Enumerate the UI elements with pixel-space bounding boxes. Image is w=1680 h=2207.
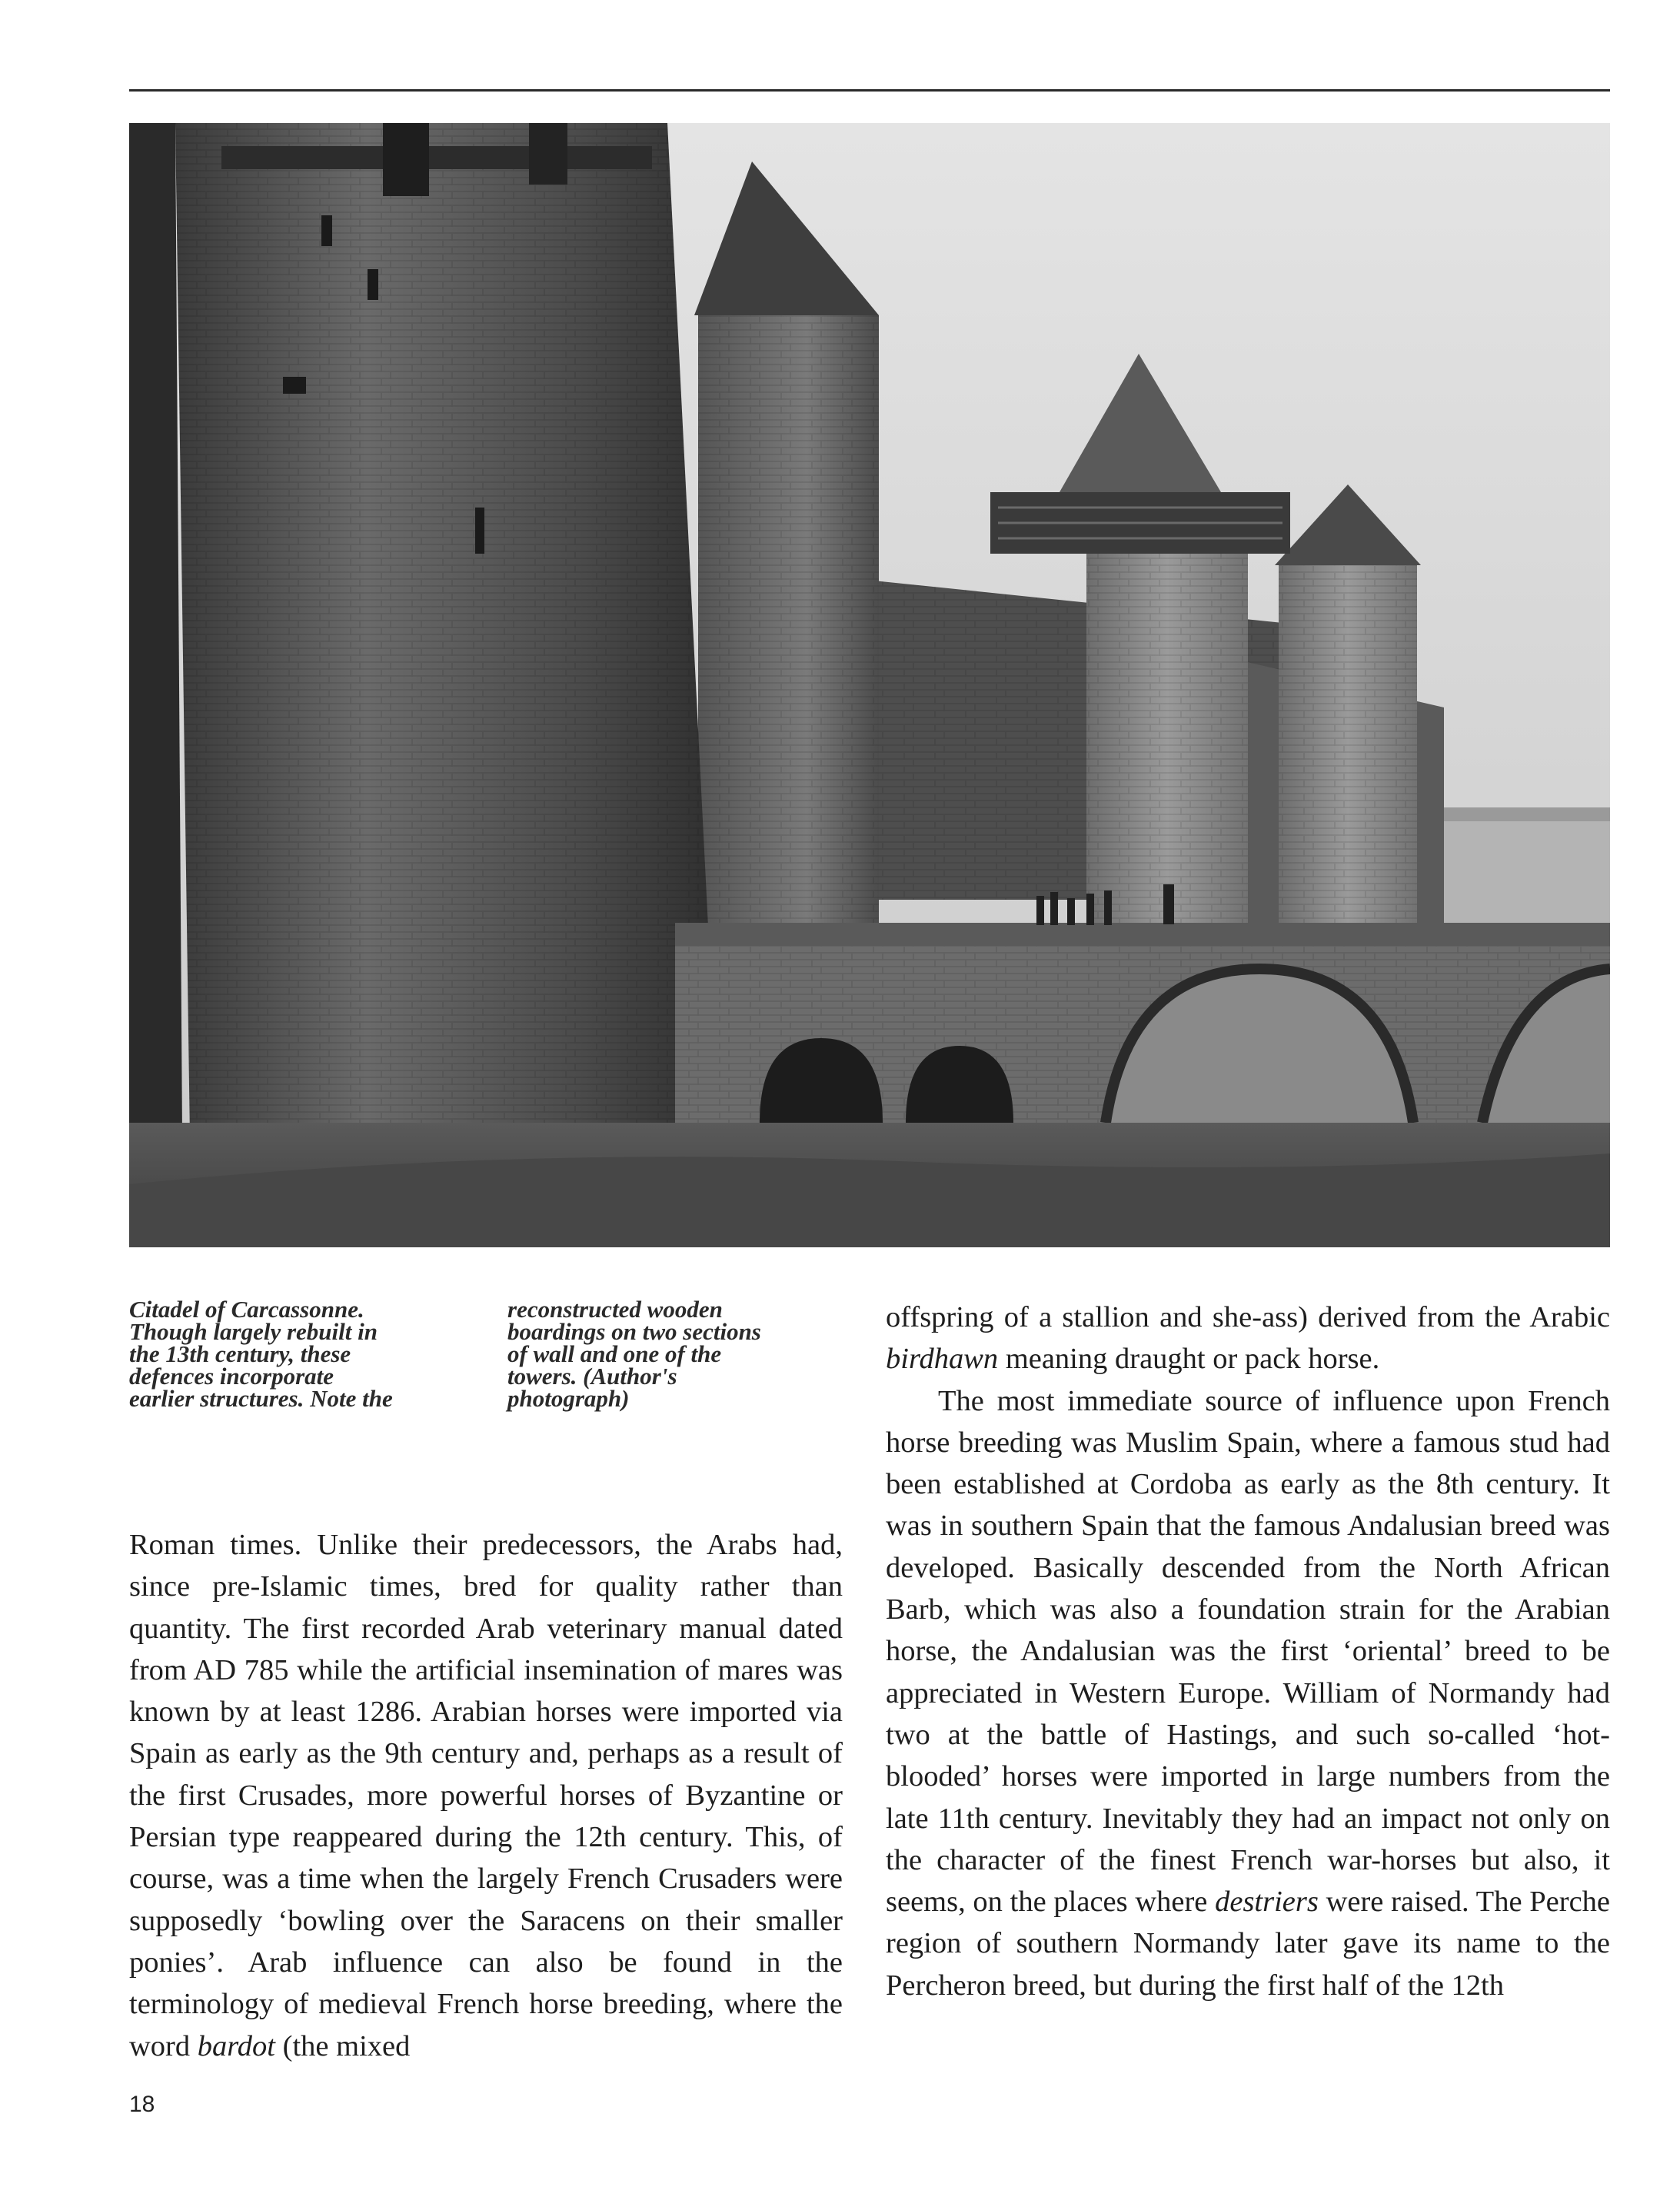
text-run: offspring of a stallion and she-ass) derived from the Arabic <box>886 1301 1610 1333</box>
text-run: meaning draught or pack horse. <box>998 1343 1380 1376</box>
paragraph <box>886 1297 1610 1380</box>
italic-term: birdhawn <box>886 1343 999 1376</box>
right-text-column <box>886 1297 1610 2006</box>
text-run: The most immediate source of influence upon French horse breeding was Muslim Spain, where a famous stud had been established at Cordoba as early as the 8th century. It was in southern Spain that the famous Andalusian breed was developed. Basically descended from the North African Barb, which was also a foundation strain for the Arabian horse, the Andalusian was the first ‘oriental’ breed to be appreciated in Western Europe. William of Normandy had two at the battle of Hastings, and such so-called ‘hot-blooded’ horses were imported in large numbers from the late 11th century. Inevitably they had an impact not only on the character of the finest French war-horses but also, it seems, on the places where <box>886 1384 1610 1919</box>
italic-term: destriers <box>1215 1886 1319 1919</box>
page-number: 18 <box>129 2092 155 2117</box>
carcassonne-photograph <box>129 123 1610 1247</box>
figure-caption-part-2: reconstructed wooden boardings on two sections of wall and one of the towers. (Author's photograph) <box>507 1296 761 1412</box>
text-run: were raised. The Perche region of southern Normandy later gave its name to the Percheron breed, but during the first half of the 12th <box>886 1886 1611 2002</box>
header-rule <box>129 89 1610 92</box>
left-text-column <box>129 1524 843 2067</box>
text-run: (the mixed <box>275 2029 411 2062</box>
italic-term: bardot <box>197 2029 276 2062</box>
figure-caption-part-1: Citadel of Carcassonne. Though largely rebuilt in the 13th century, these defences incorporate earlier structures. Note the <box>129 1296 393 1412</box>
text-run: Roman times. Unlike their predecessors, the Arabs had, since pre-Islamic times, bred for quality rather than quantity. The first recorded Arab veterinary manual dated from AD 785 while the artificial insemination of mares was known by at least 1286. Arabian horses were imported via Spain as early as the 9th century and, perhaps as a result of the first Crusades, more powerful horses of Byzantine or Persian type reappeared during the 12th century. This, of course, was a time when the largely French Crusaders were supposedly ‘bowling over the Saracens on their smaller ponies’. Arab influence can also be found in the terminology of medieval French horse breeding, where the word <box>129 1529 843 2062</box>
paragraph <box>129 1524 843 2067</box>
paragraph <box>886 1380 1610 2006</box>
